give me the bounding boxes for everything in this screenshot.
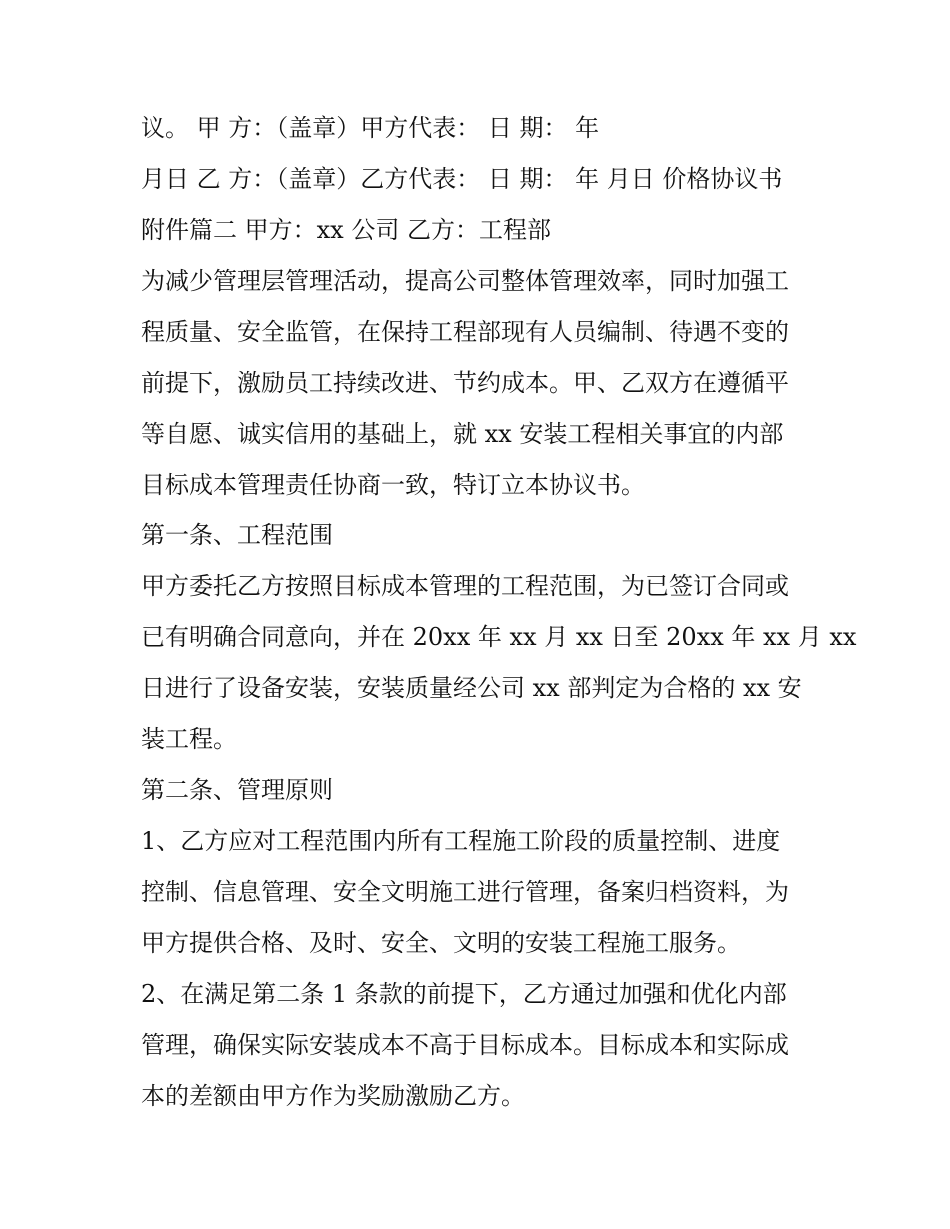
text-line: 日进行了设备安装，安装质量经公司 xx 部判定为合格的 xx 安 [141, 674, 802, 702]
section-heading: 第二条、管理原则 [141, 776, 333, 804]
text-line: 控制、信息管理、安全文明施工进行管理，备案归档资料，为 [141, 878, 789, 906]
text-line: 已有明确合同意向，并在 20xx 年 xx 月 xx 日至 20xx 年 xx 月 xx [141, 623, 857, 651]
text-line: 前提下，激励员工持续改进、节约成本。甲、乙双方在遵循平 [141, 369, 789, 397]
text-line: 甲方提供合格、及时、安全、文明的安装工程施工服务。 [141, 929, 741, 957]
text-line: 本的差额由甲方作为奖励激励乙方。 [141, 1082, 525, 1110]
text-line: 附件篇二 甲方：xx 公司 乙方：工程部 [141, 216, 551, 244]
text-line: 为减少管理层管理活动，提高公司整体管理效率，同时加强工 [141, 267, 789, 295]
text-line: 等自愿、诚实信用的基础上，就 xx 安装工程相关事宜的内部 [141, 420, 784, 448]
text-line: 甲方委托乙方按照目标成本管理的工程范围，为已签订合同或 [141, 572, 789, 600]
text-line: 议。 甲 方：（盖章）甲方代表： 日 期： 年 [141, 114, 600, 142]
text-line: 目标成本管理责任协商一致，特订立本协议书。 [141, 471, 645, 499]
text-line: 2、在满足第二条 1 条款的前提下，乙方通过加强和优化内部 [141, 980, 787, 1008]
text-line: 程质量、安全监管，在保持工程部现有人员编制、待遇不变的 [141, 318, 789, 346]
text-line: 装工程。 [141, 725, 237, 753]
text-line: 1、乙方应对工程范围内所有工程施工阶段的质量控制、进度 [141, 827, 781, 855]
section-heading: 第一条、工程范围 [141, 521, 333, 549]
text-line: 管理，确保实际安装成本不高于目标成本。目标成本和实际成 [141, 1031, 789, 1059]
text-line: 月日 乙 方：（盖章）乙方代表： 日 期： 年 月日 价格协议书 [141, 165, 783, 193]
